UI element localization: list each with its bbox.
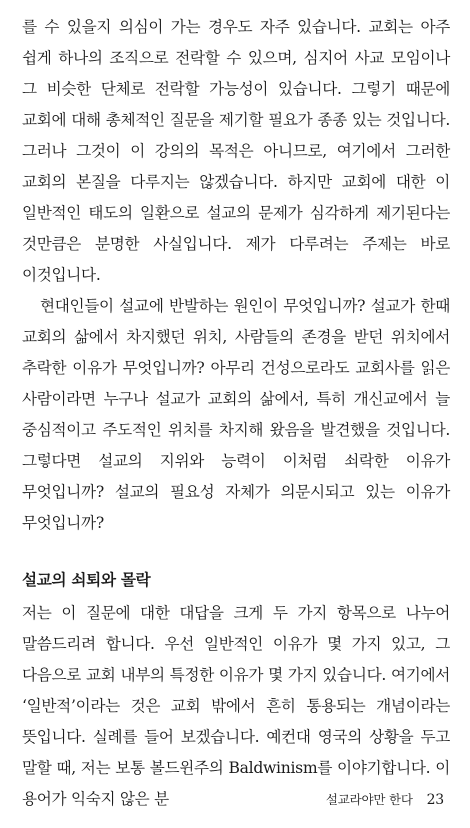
- section-heading: 설교의 쇠퇴와 몰락: [22, 571, 151, 589]
- body-paragraph-answer: 저는 이 질문에 대한 대답을 크게 두 가지 항목으로 나누어 말씀드리려 합니다. 우선 일반적인 이유가 몇 가지 있고, 그 다음으로 교회 내부의 특정한 이유가 몇 가지 있습니다. 여기에서 ‘일반적’이라는 것은 교회 밖에서 흔히 통용되는 개념이라는 뜻입니다. 실례를 들어 보겠습니다. 예컨대 영국의 상황을 두고 말할 때, 저는 보통 볼드윈주의 Baldwinism를 이야기합니다. 이 용어가 익숙지 않은 분: [22, 604, 450, 808]
- running-title: 설교라야만 한다: [325, 792, 413, 807]
- page-footer: [326, 790, 444, 808]
- body-paragraph-continuation: 를 수 있을지 의심이 가는 경우도 자주 있습니다. 교회는 아주 쉽게 하나의 조직으로 전락할 수 있으며, 심지어 사교 모임이나 그 비슷한 단체로 전락할 가능성이 있습니다. 그렇기 때문에 교회에 대해 총체적인 질문을 제기할 필요가 종종 있는 것입니다. 그러나 그것이 이 강의의 목적은 아니므로, 여기에서 그러한 교회의 본질을 다루지는 않겠습니다. 하지만 교회에 대한 이 일반적인 태도의 일환으로 설교의 문제가 심각하게 제기된다는 것만큼은 분명한 사실입니다. 제가 다루려는 주제는 바로 이것입니다.: [22, 18, 450, 284]
- body-paragraph-modern-reaction: 현대인들이 설교에 반발하는 원인이 무엇입니까? 설교가 한때 교회의 삶에서 차지했던 위치, 사람들의 존경을 받던 위치에서 추락한 이유가 무엇입니까? 아무리 건성으로라도 교회사를 읽은 사람이라면 누구나 설교가 교회의 삶에서, 특히 개신교에서 늘 중심적이고 주도적인 위치를 차지해 왔음을 발견했을 것입니다. 그렇다면 설교의 지위와 능력이 이처럼 쇠락한 이유가 무엇입니까? 설교의 필요성 자체가 의문시되고 있는 이유가 무엇입니까?: [22, 297, 450, 532]
- page-number: 23: [426, 792, 444, 808]
